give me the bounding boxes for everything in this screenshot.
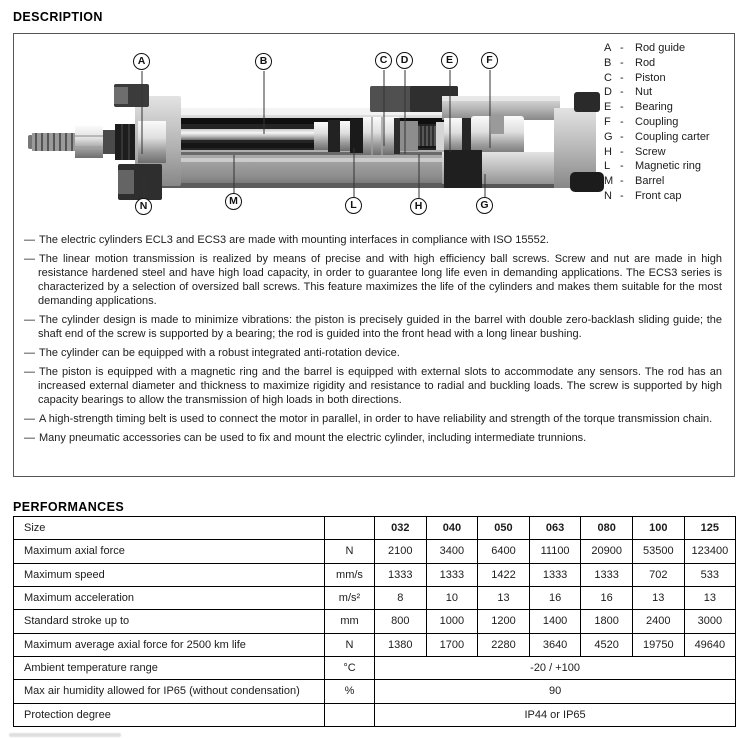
spec-row-avg-axial-force (14, 633, 736, 656)
performance-table (13, 516, 736, 727)
value-cell: 13 (478, 586, 530, 609)
legend-label: Bearing (635, 101, 673, 114)
description-paragraph: — The linear motion transmission is realized by means of precise and with high efficiency ball screws. Screw and nut are made in high resistance hardened steel and have high load capacity, in order to guarantee long life even in demanding applications. The ECS3 series is characterized by a selection of oversized ball screws. This feature maximizes the life of the cylinders and makes them suitable for the most demanding applications. (24, 253, 722, 307)
value-cell: -20 / +100 (375, 656, 736, 679)
value-cell: 3640 (529, 633, 581, 656)
value-cell: 2280 (478, 633, 530, 656)
spec-label-cell: Maximum speed (14, 563, 325, 586)
callout-l: L (345, 197, 362, 214)
legend-label: Magnetic ring (635, 160, 702, 173)
value-cell: 1800 (581, 610, 633, 633)
spec-row-max-air-humidity (14, 680, 736, 703)
size-header-row (14, 517, 736, 540)
callout-d: D (396, 52, 413, 69)
legend-item-g: G - Coupling carter (604, 130, 710, 143)
legend-item-l: L - Magnetic ring (604, 160, 702, 173)
value-cell: 16 (581, 586, 633, 609)
size-cell: 032 (375, 517, 427, 540)
value-cell: IP44 or IP65 (375, 703, 736, 726)
performances-heading: PERFORMANCES (13, 500, 125, 514)
value-cell: 1422 (478, 563, 530, 586)
description-paragraph: — A high-strength timing belt is used to connect the motor in parallel, in order to have reliability and strength of the torque transmission chain. (24, 413, 713, 425)
value-cell: 6400 (478, 540, 530, 563)
unit-cell: N (325, 633, 375, 656)
callout-h: H (410, 198, 427, 215)
spec-row-standard-stroke (14, 610, 736, 633)
value-cell: 2400 (632, 610, 684, 633)
description-paragraphs (14, 228, 734, 445)
legend-label: Screw (635, 145, 666, 158)
unit-cell: % (325, 680, 375, 703)
callout-g: G (476, 197, 493, 214)
spec-label-cell: Maximum axial force (14, 540, 325, 563)
callout-b: B (255, 53, 272, 70)
value-cell: 1333 (426, 563, 478, 586)
unit-cell (325, 703, 375, 726)
size-cell: 040 (426, 517, 478, 540)
value-cell: 1000 (426, 610, 478, 633)
value-cell: 19750 (632, 633, 684, 656)
value-cell: 13 (632, 586, 684, 609)
unit-cell: °C (325, 656, 375, 679)
value-cell: 1333 (581, 563, 633, 586)
size-cell: 100 (632, 517, 684, 540)
bullet-dash: — (24, 253, 35, 265)
legend-label: Coupling carter (635, 130, 710, 143)
callout-c: C (375, 52, 392, 69)
unit-cell: m/s² (325, 586, 375, 609)
bullet-dash: — (24, 432, 35, 444)
value-cell: 123400 (684, 540, 736, 563)
value-cell: 1700 (426, 633, 478, 656)
spec-label-cell: Standard stroke up to (14, 610, 325, 633)
value-cell: 16 (529, 586, 581, 609)
value-cell: 1333 (529, 563, 581, 586)
bullet-dash: — (24, 347, 35, 359)
value-cell: 1333 (375, 563, 427, 586)
cut-off-next-section (9, 733, 121, 737)
spec-label-cell: Protection degree (14, 703, 325, 726)
description-paragraph: — The piston is equipped with a magnetic ring and the barrel is equipped with external slots to accommodate any sensors. The rod has an increased external diameter and thickness to maximize rigidity and resistance to radial and buckling loads. The screw is supported by high capacity bearings to allow the transmission of high loads in both directions. (24, 366, 722, 406)
spec-label-cell: Ambient temperature range (14, 656, 325, 679)
spec-label-cell: Maximum acceleration (14, 586, 325, 609)
description-paragraph: — The electric cylinders ECL3 and ECS3 are made with mounting interfaces in compliance with ISO 15552. (24, 234, 549, 246)
callout-a: A (133, 53, 150, 70)
spec-row-max-axial-force (14, 540, 736, 563)
spec-label-cell: Maximum average axial force for 2500 km life (14, 633, 325, 656)
legend-label: Front cap (635, 189, 682, 202)
legend-label: Rod guide (635, 42, 686, 54)
value-cell: 11100 (529, 540, 581, 563)
legend-item-h: H - Screw (604, 145, 666, 158)
legend-item-m: M - Barrel (604, 175, 665, 188)
legend-label: Coupling (635, 115, 679, 128)
spec-row-max-speed (14, 563, 736, 586)
callout-m: M (225, 193, 242, 210)
legend-label: Nut (635, 86, 653, 99)
legend-item-f: F - Coupling (604, 115, 679, 128)
parts-legend (604, 41, 710, 204)
value-cell: 4520 (581, 633, 633, 656)
description-heading: DESCRIPTION (13, 10, 103, 24)
description-paragraph: — The cylinder can be equipped with a robust integrated anti-rotation device. (24, 347, 400, 359)
value-cell: 1380 (375, 633, 427, 656)
bullet-dash: — (24, 413, 35, 425)
legend-label: Barrel (635, 175, 665, 188)
value-cell: 2100 (375, 540, 427, 563)
value-cell: 1200 (478, 610, 530, 633)
value-cell: 53500 (632, 540, 684, 563)
callout-e: E (441, 52, 458, 69)
description-box (13, 33, 735, 477)
legend-label: Piston (635, 71, 666, 84)
legend-item-n: N - Front cap (604, 189, 682, 202)
unit-cell: mm/s (325, 563, 375, 586)
value-cell: 1400 (529, 610, 581, 633)
value-cell: 8 (375, 586, 427, 609)
cylinder-figure (14, 34, 734, 228)
value-cell: 10 (426, 586, 478, 609)
size-cell: 080 (581, 517, 633, 540)
callout-n: N (135, 198, 152, 215)
unit-cell: mm (325, 610, 375, 633)
size-label-cell: Size (14, 517, 325, 540)
value-cell: 800 (375, 610, 427, 633)
description-paragraph: — The cylinder design is made to minimize vibrations: the piston is precisely guided in the barrel with double zero-backlash sliding guide; the shaft end of the screw is supported by a bearing; the rod is guided into the front head with a long linear bushing. (24, 314, 722, 340)
spec-row-protection-degree (14, 703, 736, 726)
value-cell: 20900 (581, 540, 633, 563)
legend-item-a: A - Rod guide (604, 42, 686, 54)
size-cell: 050 (478, 517, 530, 540)
bullet-dash: — (24, 366, 35, 378)
value-cell: 533 (684, 563, 736, 586)
value-cell: 13 (684, 586, 736, 609)
description-paragraph: — Many pneumatic accessories can be used to fix and mount the electric cylinder, including intermediate trunnions. (24, 432, 587, 444)
legend-item-c: C - Piston (604, 71, 666, 84)
spec-row-max-acceleration (14, 586, 736, 609)
bullet-dash: — (24, 314, 35, 326)
bullet-dash: — (24, 234, 35, 246)
value-cell: 702 (632, 563, 684, 586)
spec-label-cell: Max air humidity allowed for IP65 (without condensation) (14, 680, 325, 703)
value-cell: 49640 (684, 633, 736, 656)
value-cell: 90 (375, 680, 736, 703)
legend-label: Rod (635, 56, 656, 69)
callout-f: F (481, 52, 498, 69)
value-cell: 3400 (426, 540, 478, 563)
legend-item-b: B - Rod (604, 56, 656, 69)
value-cell: 3000 (684, 610, 736, 633)
legend-item-e: E - Bearing (604, 101, 673, 114)
unit-cell (325, 517, 375, 540)
size-cell: 125 (684, 517, 736, 540)
unit-cell: N (325, 540, 375, 563)
size-cell: 063 (529, 517, 581, 540)
legend-item-d: D - Nut (604, 86, 653, 99)
spec-row-ambient-temperature (14, 656, 736, 679)
